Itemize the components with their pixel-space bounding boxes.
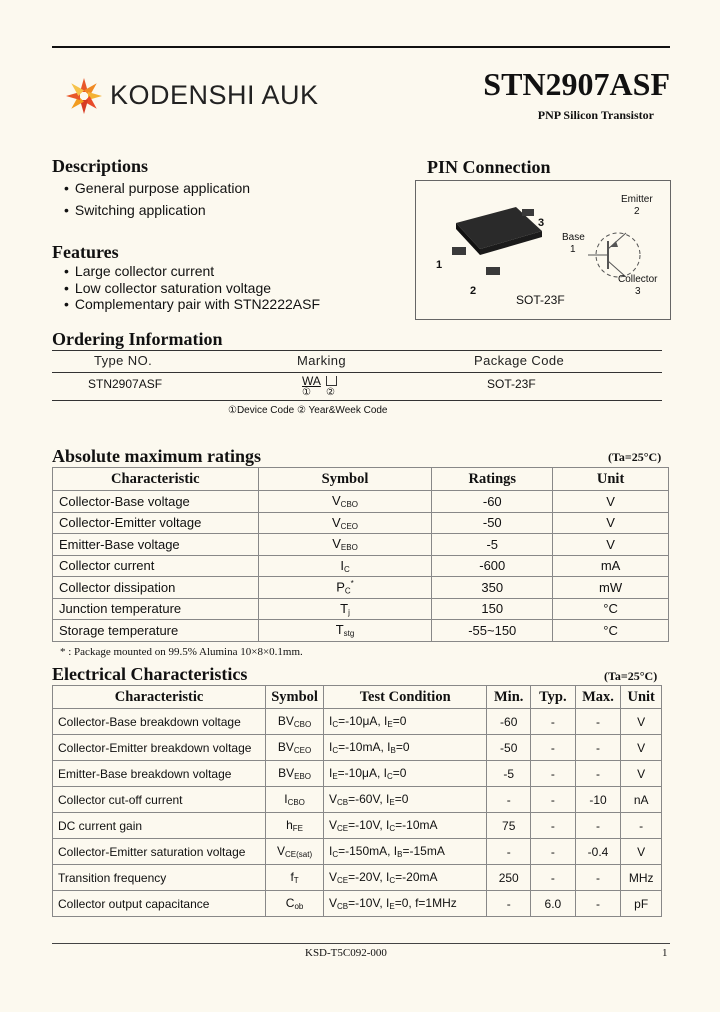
typ-cell: - [531, 709, 576, 735]
table-row [53, 577, 669, 599]
test-condition-cell: $V_{CE}=-10V$, $I_C=-10mA$ [323, 813, 486, 839]
symbol-cell: $T_j$ [258, 598, 432, 620]
typ-cell: - [531, 761, 576, 787]
test-condition-cell: $V_{CB}=-10V$, $I_E=0$, f=1MHz [323, 891, 486, 917]
max-cell: - [575, 865, 621, 891]
table-row [53, 839, 662, 865]
symbol-cell: $V_{CE(sat)}$ [266, 839, 324, 865]
min-cell: 75 [487, 813, 531, 839]
unit-cell: mW [553, 577, 669, 599]
test-condition-cell: $I_E=-10\mu A$, $I_C=0$ [323, 761, 486, 787]
column-header: Min. [487, 686, 531, 709]
collector-pin-number: 3 [635, 286, 641, 297]
symbol-cell: $T_{stg}$ [258, 620, 432, 642]
symbol-cell: $P_C^*$ [258, 577, 432, 599]
min-cell: - [487, 839, 531, 865]
characteristic-cell: DC current gain [53, 813, 266, 839]
marking-code: WA [302, 374, 321, 388]
symbol-cell: $V_{EBO}$ [258, 534, 432, 556]
max-cell: - [575, 709, 621, 735]
column-header: Symbol [258, 468, 432, 491]
symbol-cell: $BV_{CBO}$ [266, 709, 324, 735]
column-header: Symbol [266, 686, 324, 709]
base-pin-number: 1 [570, 244, 576, 255]
max-cell: -10 [575, 787, 621, 813]
rating-cell: -600 [432, 555, 553, 577]
min-cell: - [487, 891, 531, 917]
ordering-header-type: Type NO. [94, 353, 153, 368]
page-number: 1 [662, 947, 668, 959]
test-condition-cell: $I_C=-10\mu A$, $I_E=0$ [323, 709, 486, 735]
symbol-cell: $BV_{EBO}$ [266, 761, 324, 787]
pin-3-label: 3 [538, 217, 545, 229]
collector-label: Collector [618, 274, 658, 285]
document-number: KSD-T5C092-000 [305, 947, 387, 959]
table-header-row [53, 686, 662, 709]
unit-cell: mA [553, 555, 669, 577]
rating-cell: -60 [432, 491, 553, 513]
pin-title: PIN Connection [427, 157, 551, 177]
symbol-cell: $h_{FE}$ [266, 813, 324, 839]
table-row [53, 761, 662, 787]
min-cell: 250 [487, 865, 531, 891]
symbol-cell: $V_{CBO}$ [258, 491, 432, 513]
unit-cell: V [553, 512, 669, 534]
table-row [53, 709, 662, 735]
kodenshi-logo-icon [64, 76, 104, 121]
pin-diagram-box [415, 180, 671, 320]
symbol-cell: $BV_{CEO}$ [266, 735, 324, 761]
min-cell: -5 [487, 761, 531, 787]
ordering-header-package: Package Code [474, 353, 565, 368]
test-condition-cell: $I_C=-150mA$, $I_B=-15mA$ [323, 839, 486, 865]
max-cell: -0.4 [575, 839, 621, 865]
ordering-rule-bottom [52, 400, 662, 401]
unit-cell: °C [553, 620, 669, 642]
unit-cell: V [621, 735, 662, 761]
characteristic-cell: Collector dissipation [53, 577, 259, 599]
characteristic-cell: Junction temperature [53, 598, 259, 620]
list-item: • Switching application [64, 202, 250, 219]
column-header: Unit [621, 686, 662, 709]
test-condition-cell: $V_{CB}=-60V$, $I_E=0$ [323, 787, 486, 813]
typ-cell: - [531, 813, 576, 839]
max-cell: - [575, 761, 621, 787]
rating-cell: -55~150 [432, 620, 553, 642]
table-row [53, 891, 662, 917]
rating-cell: -50 [432, 512, 553, 534]
rating-cell: 150 [432, 598, 553, 620]
amr-title: Absolute maximum ratings [52, 446, 262, 466]
marking-index-1: ① [302, 387, 311, 398]
symbol-cell: $I_{CBO}$ [266, 787, 324, 813]
unit-cell: °C [553, 598, 669, 620]
symbol-cell: $f_T$ [266, 865, 324, 891]
descriptions-title: Descriptions [52, 156, 148, 176]
unit-cell: V [621, 709, 662, 735]
marking-index-2: ② [326, 387, 335, 398]
marking-box-icon [326, 376, 337, 386]
characteristic-cell: Collector current [53, 555, 259, 577]
table-row [53, 555, 669, 577]
ordering-title: Ordering Information [52, 329, 223, 349]
column-header: Unit [553, 468, 669, 491]
column-header: Characteristic [53, 468, 259, 491]
ordering-package-code: SOT-23F [487, 377, 536, 391]
test-condition-cell: $V_{CE}=-20V$, $I_C=-20mA$ [323, 865, 486, 891]
column-header: Typ. [531, 686, 576, 709]
characteristic-cell: Collector-Emitter breakdown voltage [53, 735, 266, 761]
table-row [53, 620, 669, 642]
ec-title: Electrical Characteristics [52, 664, 248, 684]
base-label: Base [562, 232, 585, 243]
table-row [53, 491, 669, 513]
ec-condition: (Ta=25°C) [604, 669, 658, 683]
characteristic-cell: Transition frequency [53, 865, 266, 891]
typ-cell: - [531, 865, 576, 891]
emitter-label: Emitter [621, 194, 653, 205]
unit-cell: V [553, 491, 669, 513]
descriptions-list [64, 180, 250, 218]
characteristic-cell: Collector-Base voltage [53, 491, 259, 513]
min-cell: -50 [487, 735, 531, 761]
brand-name: KODENSHI AUK [110, 80, 319, 110]
typ-cell: - [531, 787, 576, 813]
part-number: STN2907ASF [483, 66, 670, 102]
list-item: • Large collector current [64, 263, 320, 280]
symbol-cell: $I_C$ [258, 555, 432, 577]
amr-table [52, 467, 669, 642]
min-cell: -60 [487, 709, 531, 735]
characteristic-cell: Collector-Base breakdown voltage [53, 709, 266, 735]
ordering-rule-top [52, 350, 662, 351]
typ-cell: - [531, 735, 576, 761]
table-row [53, 534, 669, 556]
characteristic-cell: Collector-Emitter saturation voltage [53, 839, 266, 865]
max-cell: - [575, 891, 621, 917]
unit-cell: V [553, 534, 669, 556]
characteristic-cell: Collector cut-off current [53, 787, 266, 813]
unit-cell: pF [621, 891, 662, 917]
pin-2-label: 2 [470, 285, 477, 297]
max-cell: - [575, 813, 621, 839]
footer-rule [52, 943, 670, 944]
ordering-type-no: STN2907ASF [88, 377, 163, 391]
characteristic-cell: Storage temperature [53, 620, 259, 642]
column-header: Ratings [432, 468, 553, 491]
characteristic-cell: Emitter-Base breakdown voltage [53, 761, 266, 787]
test-condition-cell: $I_C=-10mA$, $I_B=0$ [323, 735, 486, 761]
table-row [53, 598, 669, 620]
features-title: Features [52, 242, 119, 262]
characteristic-cell: Collector output capacitance [53, 891, 266, 917]
amr-footnote: * : Package mounted on 99.5% Alumina 10×8×0.1mm. [60, 646, 303, 658]
table-header-row [53, 468, 669, 491]
table-row [53, 787, 662, 813]
unit-cell: V [621, 839, 662, 865]
package-label: SOT-23F [516, 293, 565, 307]
header-rule [52, 46, 670, 48]
ordering-rule-mid [52, 372, 662, 373]
characteristic-cell: Emitter-Base voltage [53, 534, 259, 556]
symbol-cell: $C_{ob}$ [266, 891, 324, 917]
unit-cell: - [621, 813, 662, 839]
typ-cell: 6.0 [531, 891, 576, 917]
column-header: Characteristic [53, 686, 266, 709]
table-row [53, 512, 669, 534]
amr-condition: (Ta=25°C) [608, 450, 662, 464]
list-item: • Low collector saturation voltage [64, 280, 320, 297]
ordering-header-marking: Marking [297, 353, 347, 368]
max-cell: - [575, 735, 621, 761]
typ-cell: - [531, 839, 576, 865]
rating-cell: -5 [432, 534, 553, 556]
unit-cell: MHz [621, 865, 662, 891]
table-row [53, 865, 662, 891]
min-cell: - [487, 787, 531, 813]
features-list [64, 263, 320, 313]
column-header: Test Condition [323, 686, 486, 709]
list-item: • Complementary pair with STN2222ASF [64, 296, 320, 313]
ordering-note: ①Device Code ② Year&Week Code [228, 405, 388, 416]
rating-cell: 350 [432, 577, 553, 599]
emitter-pin-number: 2 [634, 206, 640, 217]
list-item: • General purpose application [64, 180, 250, 197]
characteristic-cell: Collector-Emitter voltage [53, 512, 259, 534]
column-header: Max. [575, 686, 621, 709]
pin-1-label: 1 [436, 259, 443, 271]
subtitle: PNP Silicon Transistor [537, 108, 654, 122]
unit-cell: V [621, 761, 662, 787]
symbol-cell: $V_{CEO}$ [258, 512, 432, 534]
unit-cell: nA [621, 787, 662, 813]
table-row [53, 735, 662, 761]
ec-table [52, 685, 662, 917]
table-row [53, 813, 662, 839]
